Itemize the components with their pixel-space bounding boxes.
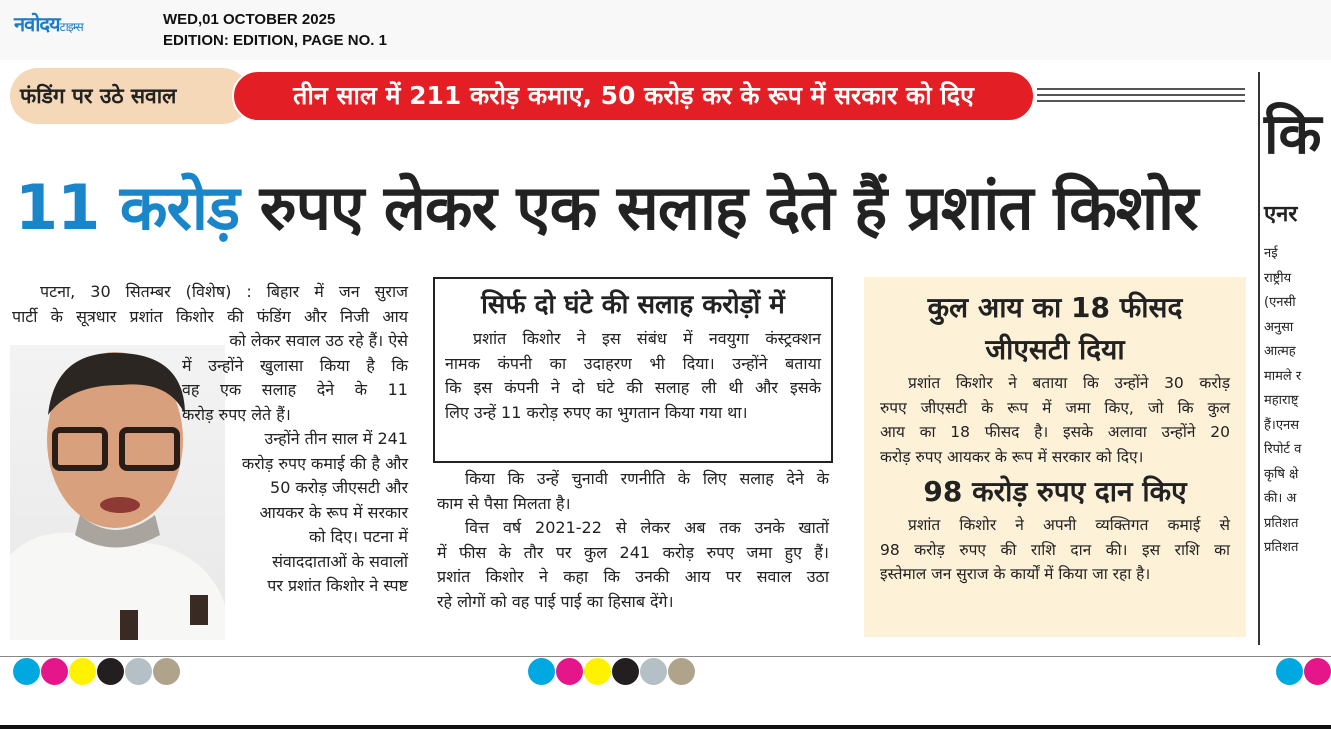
edition-info [163, 9, 387, 51]
registration-marks-left [13, 658, 180, 685]
registration-dot [668, 658, 695, 685]
text-line: अनुसा [1264, 319, 1294, 335]
text-line: में उन्होंने खुलासा किया है कि [182, 355, 408, 375]
text-line: करोड़ रुपए लेते हैं। [182, 404, 291, 424]
text-line: किया कि उन्हें चुनावी रणनीति के लिए सलाह देने के [465, 469, 829, 488]
registration-dot [41, 658, 68, 685]
text-line: करोड़ रुपए कमाई की है और [241, 453, 408, 473]
footer-bar [0, 725, 1331, 729]
registration-dot [97, 658, 124, 685]
text-line: को दिए। पटना में [309, 527, 408, 546]
main-headline [15, 148, 1245, 268]
text-line: प्रशांत किशोर ने इस संबंध में नवयुगा कंस्ट्रक्शन [473, 329, 821, 348]
registration-dot [640, 658, 667, 685]
registration-marks-right [1276, 658, 1331, 685]
text-line: पर प्रशांत किशोर ने स्पष्ट [267, 576, 408, 595]
text-line: पटना, 30 सितम्बर (विशेष) : बिहार में जन सुराज [40, 282, 408, 301]
decorative-rules [1037, 88, 1245, 102]
text-line: इस्तेमाल जन सुराज के कार्यों में किया जा रहा है। [880, 565, 1151, 583]
middle-column [433, 277, 833, 614]
text-line: आयकर के रूप में सरकार [259, 502, 408, 522]
text-line: 50 करोड़ जीएसटी और [270, 478, 408, 497]
text-line: राष्ट्रीय [1264, 270, 1292, 286]
text-line: प्रतिशत [1264, 540, 1299, 555]
registration-dot [1276, 658, 1303, 685]
column-divider [1258, 72, 1260, 645]
text-line: महाराष्ट् [1264, 393, 1299, 408]
registration-dot [528, 658, 555, 685]
strap-headline: तीन साल में 211 करोड़ कमाए, 50 करोड़ कर के रूप में सरकार को दिए [232, 70, 1035, 122]
text-line: रिपोर्ट व [1264, 442, 1302, 457]
donation-title: 98 करोड़ रुपए दान किए [923, 475, 1187, 508]
logo-sub: टाइम्स [59, 20, 83, 34]
highlight-title-1: कुल आय का 18 फीसद [927, 291, 1183, 324]
text-line: लिए उन्हें 11 करोड़ रुपए का भुगतान किया गया था। [445, 402, 748, 422]
registration-dot [612, 658, 639, 685]
adjacent-subhead: एनर [1264, 202, 1298, 227]
page-bottom-rule [0, 656, 1331, 657]
text-line: में फीस के तौर पर कुल 241 करोड़ रुपए जमा हुए हैं। [437, 542, 829, 562]
text-line: (एनसी [1264, 295, 1296, 310]
headline-rest: रुपए लेकर एक सलाह देते हैं प्रशांत किशोर [239, 171, 1198, 244]
text-line: प्रशांत किशोर ने अपनी व्यक्तिगत कमाई से [908, 516, 1230, 534]
box-body [445, 327, 821, 425]
adjacent-headline: कि [1264, 102, 1322, 167]
text-line: उन्होंने तीन साल में 241 [264, 429, 408, 448]
text-line: पार्टी के सूत्रधार प्रशांत किशोर की फंडिंग और निजी आय [12, 306, 408, 326]
text-line: वित्त वर्ष 2021-22 से लेकर अब तक उनके खातों [465, 518, 829, 537]
sidebar-box [433, 277, 833, 463]
lead-article-body [12, 280, 408, 599]
text-line: प्रशांत किशोर ने कहा कि उनकी आय पर सवाल उठा [437, 567, 829, 586]
gst-paragraph [880, 371, 1230, 469]
highlight-box [864, 277, 1246, 637]
donation-paragraph [880, 513, 1230, 587]
box-title: सिर्फ दो घंटे की सलाह करोड़ों में [481, 290, 785, 320]
headline-highlight: 11 करोड़ [15, 171, 240, 244]
article-continuation [437, 467, 829, 614]
edition-date: WED,01 OCTOBER 2025 [163, 11, 336, 28]
text-line: रुपए जीएसटी के रूप में जमा किए, जो कि कुल [880, 398, 1230, 417]
text-line: नई [1264, 246, 1278, 261]
text-line: नामक कंपनी का उदाहरण भी दिया। उन्होंने बताया [445, 353, 821, 373]
registration-dot [69, 658, 96, 685]
text-line: को लेकर सवाल उठ रहे हैं। ऐसे [229, 331, 408, 350]
registration-dot [13, 658, 40, 685]
edition-page: EDITION: EDITION, PAGE NO. 1 [163, 32, 387, 49]
text-line: की। अ [1264, 491, 1297, 506]
registration-dot [1304, 658, 1331, 685]
text-line: करोड़ रुपए आयकर के रूप में सरकार को दिए। [880, 447, 1144, 466]
text-line: कृषि क्षे [1264, 466, 1299, 482]
text-line: मामले र [1264, 368, 1302, 384]
text-line: हैं।एनस [1264, 417, 1300, 433]
registration-dot [125, 658, 152, 685]
text-line: काम से पैसा मिलता है। [437, 493, 571, 513]
text-line: कि इस कंपनी ने दो घंटे की सलाह ली थी और इसके [445, 378, 821, 397]
adjacent-body [1264, 242, 1330, 561]
logo-main: नवोदय [14, 12, 60, 36]
text-line: प्रशांत किशोर ने बताया कि उन्होंने 30 करोड़ [908, 374, 1230, 392]
text-line: आय का 18 फीसद है। इसके अलावा उन्होंने 20 [880, 423, 1230, 441]
text-line: प्रतिशत [1264, 515, 1299, 531]
kicker-label: फंडिंग पर उठे सवाल [10, 68, 250, 124]
adjacent-article [1264, 80, 1330, 561]
highlight-title-2: जीएसटी दिया [985, 333, 1125, 366]
text-line: रहे लोगों को वह पाई पाई का हिसाब देंगे। [437, 591, 674, 611]
newspaper-logo[interactable] [14, 10, 83, 37]
registration-dot [584, 658, 611, 685]
text-line: वह एक सलाह देने के 11 [182, 380, 408, 399]
text-line: संवाददाताओं के सवालों [272, 551, 408, 571]
epaper-header [0, 0, 1331, 60]
text-line: आत्मह [1264, 344, 1296, 359]
registration-marks-center [528, 658, 695, 685]
registration-dot [153, 658, 180, 685]
registration-dot [556, 658, 583, 685]
text-line: 98 करोड़ रुपए की राशि दान की। इस राशि का [880, 540, 1230, 559]
